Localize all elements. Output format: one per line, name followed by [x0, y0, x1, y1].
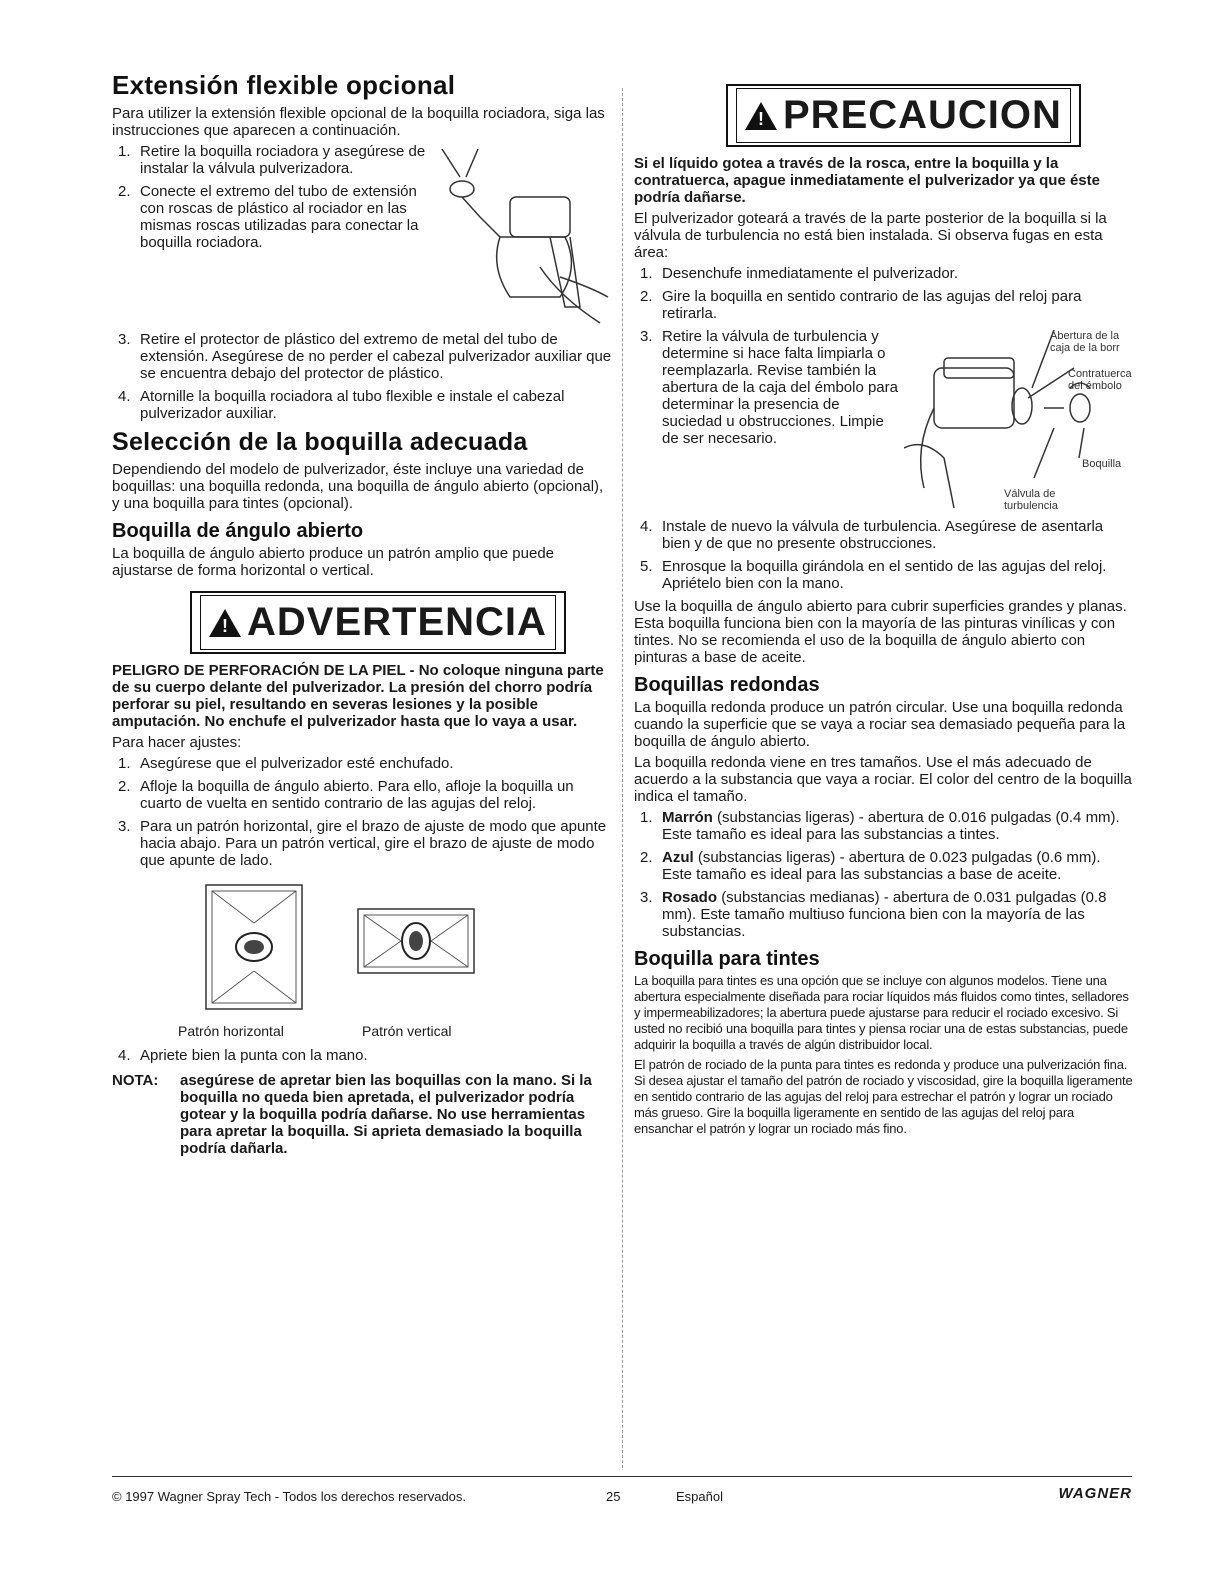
list-item: 2. Gire la boquilla en sentido contrario de las agujas del reloj para retirarla. — [640, 288, 1082, 322]
copyright: © 1997 Wagner Spray Tech - Todos los derechos reservados. — [112, 1489, 467, 1504]
round-text-2: La boquilla redonda viene en tres tamaños. Use el más adecuado de acuerdo a la substancia que vaya a rociar. El color del centro de la boquilla indica el tamaño. — [634, 754, 1132, 805]
adjust-intro: Para hacer ajustes: — [112, 734, 242, 751]
warning-label: ADVERTENCIA — [247, 600, 547, 644]
round-text-1: La boquilla redonda produce un patrón circular. Use una boquilla redonda cuando la superficie que se vaya a rociar sea demasiado pequeña para la boquilla de ángulo abierto. — [634, 699, 1126, 750]
caution-text: El pulverizador goteará a través de la parte posterior de la boquilla si la válvula de turbulencia no está bien instalada. Si observa fugas en esta área: — [634, 210, 1107, 261]
list-item: 2. Conecte el extremo del tubo de extensión con roscas de plástico al rociador en las mismas roscas utilizadas para conectar la boquilla rociadora. — [118, 183, 419, 251]
caution-label: PRECAUCION — [783, 93, 1062, 137]
warning-banner — [190, 591, 566, 654]
list-item: 4. Apriete bien la punta con la mano. — [118, 1047, 368, 1064]
round-title: Boquillas redondas — [634, 674, 820, 696]
label-abertura: Abertura de la caja de la borr — [1050, 330, 1120, 354]
list-item: 2. Azul (substancias ligeras) - abertura de 0.023 pulgadas (0.6 mm). Este tamaño es ideal para las substancias a base de aceite. — [640, 849, 1101, 883]
right-column — [634, 70, 1134, 1141]
list-item: 3. Retire la válvula de turbulencia y determine si hace falta limpiarla o reemplazarla. Revise también la abertura de la caja del émbolo para determinar la presencia de suciedad u obstrucciones. Limpie de ser necesario. — [640, 328, 898, 447]
note-label: NOTA: — [112, 1072, 159, 1089]
list-item: 5. Enrosque la boquilla girándola en el sentido de las agujas del reloj. Apriételo bien con la mano. — [640, 558, 1107, 592]
tint-text-2: El patrón de rociado de la punta para tintes es redonda y produce una pulverización fina. Si desea ajustar el tamaño del patrón de rociado y viscosidad, gire la boquilla ligeramente en sentido contrario de las agujas del reloj para estrechar el patrón y lograr un rociado más grueso. Gire la boquilla ligeramente en sentido de las agujas del reloj para ensanchar el patrón y lograr un rociado más fino. — [634, 1057, 1133, 1136]
language-label: Español — [676, 1489, 723, 1504]
wagner-logo: WAGNER — [1058, 1485, 1132, 1502]
page-number: 25 — [606, 1489, 621, 1504]
extension-intro: Para utilizer la extensión flexible opcional de la boquilla rociadora, siga las instrucciones que aparecen a continuación. — [112, 105, 605, 139]
list-item: 1. Asegúrese que el pulverizador esté enchufado. — [118, 755, 454, 772]
caution-banner — [726, 84, 1081, 147]
page-footer — [112, 1476, 1132, 1507]
list-item: 4. Instale de nuevo la válvula de turbulencia. Asegúrese de asentarla bien y de que no presente obstrucciones. — [640, 518, 1104, 552]
list-item: 1. Retire la boquilla rociadora y asegúrese de instalar la válvula pulverizadora. — [118, 143, 426, 177]
horizontal-caption: Patrón horizontal — [178, 1023, 284, 1039]
note-text: asegúrese de apretar bien las boquillas con la mano. Si la boquilla no queda bien apretada, el pulverizador podría gotear y la boquilla podría dañarse. No use herramientas para apretar la boquilla. Si aprieta demasiado la boquilla podría dañarla. — [180, 1072, 592, 1157]
list-item: 2. Afloje la boquilla de ángulo abierto. Para ello, afloje la boquilla un cuarto de vuelta en sentido contrario de las agujas del reloj. — [118, 778, 574, 812]
warning-triangle-icon — [209, 609, 241, 637]
caution-triangle-icon — [745, 102, 777, 130]
list-item: 4. Atornille la boquilla rociadora al tubo flexible e instale el cabezal pulverizador auxiliar. — [118, 388, 565, 422]
pattern-figures — [112, 883, 614, 1043]
size-list — [634, 809, 1134, 940]
adjust-step-4 — [112, 1047, 614, 1064]
wide-nozzle-title: Boquilla de ángulo abierto — [112, 520, 364, 542]
warning-text: PELIGRO DE PERFORACIÓN DE LA PIEL - No coloque ninguna parte de su cuerpo delante del pulverizador. La presión del chorro podría perforar su piel, resultando en severas lesiones y la posible amputación. No enchufe el pulverizador hasta que lo vaya a usar. — [112, 662, 604, 730]
left-column — [112, 70, 614, 1157]
label-valvula: Válvula de turbulencia — [1004, 488, 1058, 512]
list-item: 3. Para un patrón horizontal, gire el brazo de ajuste de modo que apunte hacia abajo. Para un patrón vertical, gire el brazo de ajuste de modo que apunte de lado. — [118, 818, 607, 869]
caution-steps — [634, 265, 1134, 322]
tint-text-1: La boquilla para tintes es una opción que se incluye con algunos modelos. Tiene una abertura especialmente diseñada para rociar líquidos más fluidos como tintes, selladores y impermeabilizadores; la abertura puede ajustarse para reducir el rociado excesivo. Si usted no recibió una boquilla para tintes y piensa rociar una de estas substancias, puede adquirir la boquilla a través de algún distribuidor local. — [634, 973, 1129, 1052]
selection-title: Selección de la boquilla adecuada — [112, 428, 528, 456]
vertical-pattern-figure — [356, 907, 476, 975]
wide-use-text: Use la boquilla de ángulo abierto para cubrir superficies grandes y planas. Esta boquilla funciona bien con la mayoría de las pinturas vinílicas y con tintes. No se recomienda el uso de la boquilla de ángulo abierto con pinturas a base de aceite. — [634, 598, 1127, 666]
label-boquilla: Boquilla — [1082, 458, 1122, 470]
extension-title: Extensión flexible opcional — [112, 70, 456, 100]
horizontal-pattern-figure — [204, 883, 304, 1011]
list-item: 1. Desenchufe inmediatamente el pulverizador. — [640, 265, 959, 282]
caution-step-3 — [634, 328, 1134, 447]
wide-nozzle-text: La boquilla de ángulo abierto produce un patrón amplio que puede ajustarse de forma horizontal o vertical. — [112, 545, 555, 579]
column-divider — [622, 88, 623, 1468]
note-block — [112, 1072, 614, 1157]
adjust-steps — [112, 755, 614, 869]
caution-warning-text: Si el líquido gotea a través de la rosca, entre la boquilla y la contratuerca, apague inmediatamente el pulverizador ya que éste podría dañarse. — [634, 155, 1100, 206]
selection-text: Dependiendo del modelo de pulverizador, éste incluye una variedad de boquillas: una boquilla redonda, una boquilla de ángulo abierto (opcional), y una boquilla para tintes (opcional). — [112, 461, 604, 512]
vertical-caption: Patrón vertical — [362, 1023, 452, 1039]
label-contratuerca: Contratuerca del émbolo — [1068, 368, 1132, 392]
list-item: 1. Marrón (substancias ligeras) - abertura de 0.016 pulgadas (0.4 mm). Este tamaño es ideal para las substancias a tintes. — [640, 809, 1120, 843]
tint-title: Boquilla para tintes — [634, 948, 820, 970]
caution-steps-continued — [634, 518, 1134, 592]
list-item: 3. Rosado (substancias medianas) - abertura de 0.031 pulgadas (0.8 mm). Este tamaño multiuso funciona bien con la mayoría de las substancias. — [640, 889, 1107, 940]
list-item: 3. Retire el protector de plástico del extremo de metal del tubo de extensión. Asegúrese de no perder el cabezal pulverizador auxiliar que se encuentra debajo del protector de plástico. — [118, 331, 612, 382]
